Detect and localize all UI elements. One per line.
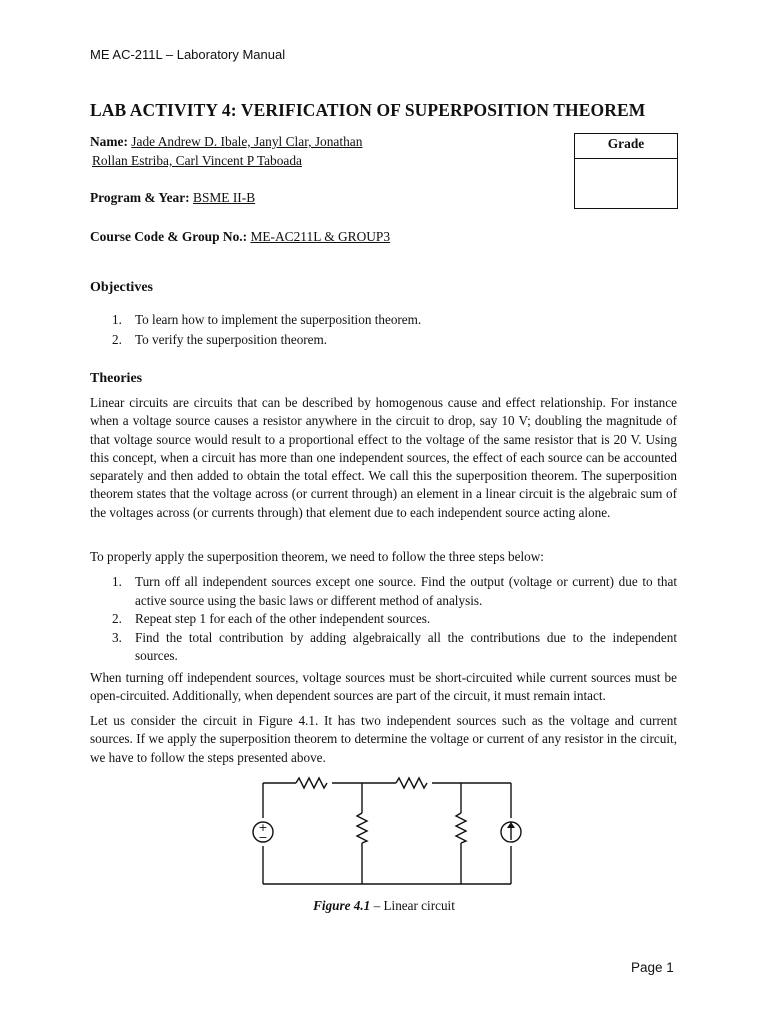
page-number: Page 1 [631,960,674,975]
theories-paragraph-2: To properly apply the superposition theorem, we need to follow the three steps below: [90,549,544,564]
list-number: 1. [112,312,122,327]
name-value-line1: Jade Andrew D. Ibale, Janyl Clar, Jonathan [131,134,363,149]
running-header: ME AC-211L – Laboratory Manual [90,47,286,62]
resistor-r3 [357,813,367,843]
resistor-r2 [396,778,427,788]
step-text: Repeat step 1 for each of the other independent sources. [135,611,431,626]
course-value: ME-AC211L & GROUP3 [250,229,391,244]
list-number: 1. [112,574,122,589]
resistor-r4 [456,813,466,843]
theories-paragraph-3: When turning off independent sources, voltage sources must be short-circuited while current sources must be open-circuited. Additionally, when dependent sources are part of the circuit, it must remain intact. [90,670,677,704]
figure-caption-text: Linear circuit [383,898,455,913]
program-value: BSME II-B [193,190,256,205]
objective-text: To verify the superposition theorem. [135,332,328,347]
list-number: 2. [112,332,122,347]
course-label: Course Code & Group No.: [90,229,248,244]
theories-paragraph-4: Let us consider the circuit in Figure 4.1. It has two independent sources such as the voltage and current sources. If we apply the superposition theorem to determine the voltage or current of any resistor in the circuit, we have to follow the steps presented above. [90,713,677,765]
name-value-line2: Rollan Estriba, Carl Vincent P Taboada [92,153,302,168]
voltage-source-minus: − [258,831,268,844]
voltage-source-plus: + [258,821,268,834]
figure-caption [0,898,768,914]
figure-label: Figure 4.1 [313,898,371,913]
objectives-heading: Objectives [90,280,153,295]
page-title: LAB ACTIVITY 4: VERIFICATION OF SUPERPOSITION THEOREM [90,100,646,120]
list-number: 2. [112,611,122,626]
caption-separator: – [370,898,384,913]
theories-paragraph-1: Linear circuits are circuits that can be described by homogenous cause and effect relationship. For instance when a voltage source causes a resistor anywhere in the circuit to drop, say 10 V; doubling the magnitude of that voltage source would result to a proportional effect to the voltage of the same resistor that is 20 V. Using this concept, when a circuit has more than one independent sources, the effect of each source can be accounted separately and then added to obtain the total effect. We call this the superposition theorem. The superposition theorem states that the voltage across (or current through) an element in a linear circuit is the algebraic sum of the voltages across (or currents through) that element due to each independent source acting alone. [90,395,677,520]
step-text: Turn off all independent sources except one source. Find the output (voltage or current) due to that active source using the basic laws or different method of analysis. [135,574,677,608]
objective-text: To learn how to implement the superposition theorem. [135,312,422,327]
resistor-r1 [296,778,327,788]
name-label: Name: [90,134,128,149]
step-text: Find the total contribution by adding algebraically all the contributions due to the independent sources. [135,629,677,663]
list-number: 3. [112,629,122,645]
theories-heading: Theories [90,371,143,386]
grade-label: Grade [575,134,677,159]
program-label: Program & Year: [90,190,190,205]
